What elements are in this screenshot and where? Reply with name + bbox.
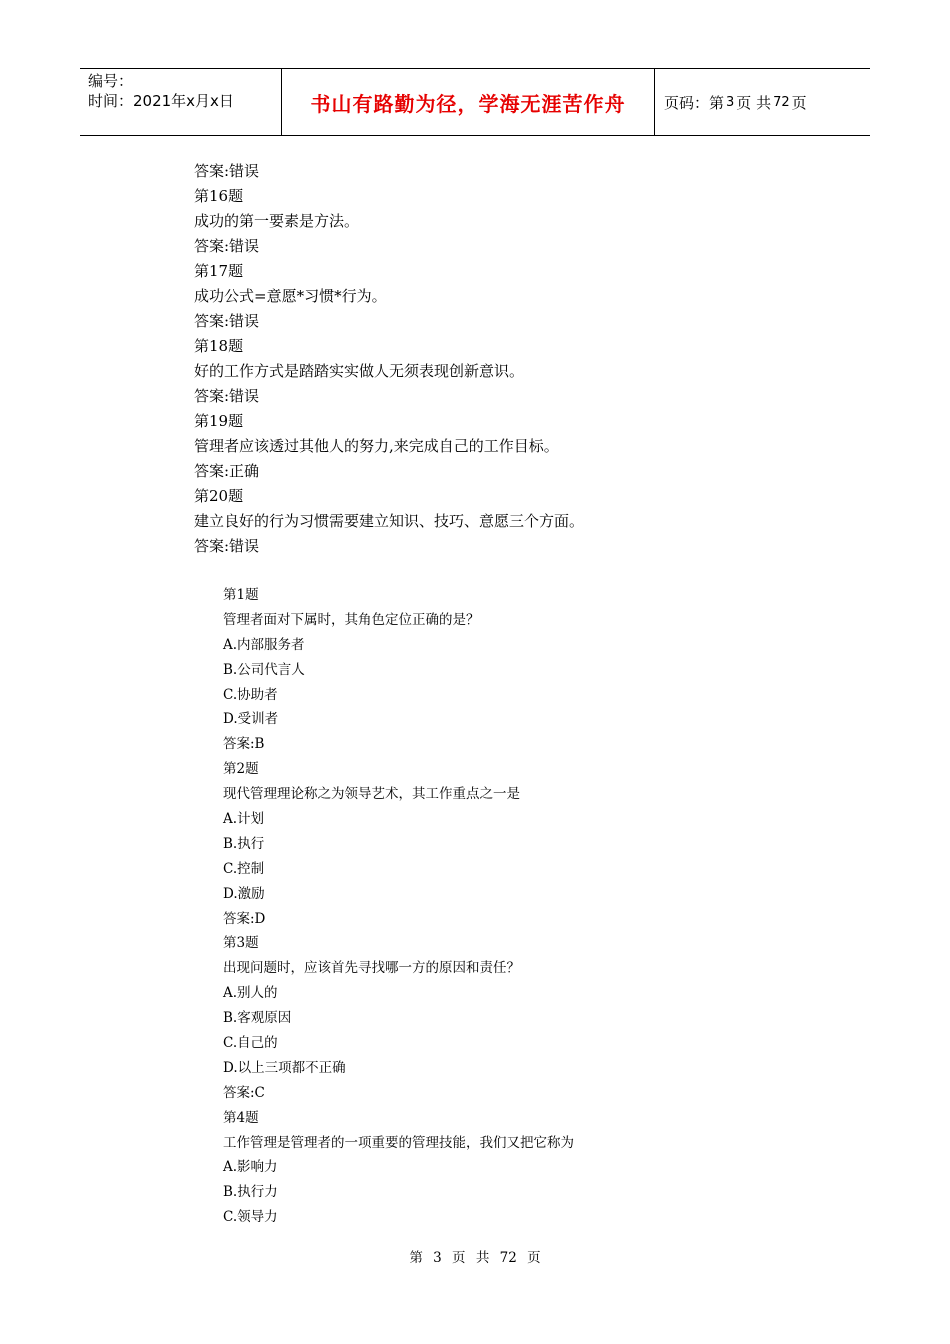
- footer-page-total: 72: [499, 1250, 517, 1266]
- header-motto-cell: [282, 69, 655, 135]
- true-false-section: [194, 159, 834, 559]
- text-line: A.计划: [223, 811, 265, 828]
- multiple-choice-section: [223, 583, 843, 1230]
- text-line: 第16题: [194, 187, 244, 205]
- text-line: B.客观原因: [223, 1010, 292, 1027]
- page-suffix: 页: [791, 93, 807, 112]
- text-line: 答案:错误: [194, 312, 260, 330]
- text-line: 第3题: [223, 935, 259, 952]
- text-line: C.自己的: [223, 1035, 278, 1052]
- text-line: 答案:错误: [194, 162, 260, 180]
- page-footer: [0, 1246, 950, 1266]
- page-mid: 页 共: [736, 93, 772, 112]
- text-line: 第2题: [223, 761, 259, 778]
- text-line: C.领导力: [223, 1209, 278, 1226]
- page-prefix: 页码：第: [664, 93, 725, 112]
- text-line: 现代管理理论称之为领导艺术，其工作重点之一是: [223, 786, 520, 803]
- text-line: 管理者面对下属时，其角色定位正确的是？: [223, 611, 480, 628]
- text-line: 答案:C: [223, 1084, 265, 1101]
- header-meta: [80, 69, 282, 135]
- motto: 书山有路勤为径，学海无涯苦作舟: [310, 91, 626, 116]
- header-page-info: [655, 69, 870, 135]
- number-label: 编号：: [88, 72, 134, 90]
- text-line: B.执行: [223, 835, 265, 852]
- text-line: 答案:错误: [194, 237, 260, 255]
- text-line: D.以上三项都不正确: [223, 1059, 346, 1076]
- text-line: 成功的第一要素是方法。: [194, 212, 360, 230]
- text-line: C.协助者: [223, 686, 278, 703]
- text-line: 第17题: [194, 262, 244, 280]
- text-line: 第4题: [223, 1109, 259, 1126]
- text-line: B.公司代言人: [223, 661, 305, 678]
- text-line: 答案:D: [223, 910, 266, 927]
- text-line: 第1题: [223, 587, 259, 603]
- text-line: B.执行力: [223, 1184, 278, 1201]
- text-line: 成功公式=意愿*习惯*行为。: [194, 287, 387, 305]
- text-line: 答案:错误: [194, 387, 260, 405]
- text-line: 第20题: [194, 487, 244, 505]
- text-line: A.影响力: [223, 1159, 278, 1176]
- text-line: 管理者应该透过其他人的努力,来完成自己的工作目标。: [194, 437, 559, 455]
- text-line: 第19题: [194, 412, 244, 430]
- text-line: 第18题: [194, 337, 244, 355]
- footer-page-number: 3: [433, 1250, 442, 1266]
- footer-word-3: 共: [475, 1250, 490, 1266]
- page-number: 3: [726, 94, 735, 110]
- time-label: 时间：2021年x月x日: [88, 92, 234, 110]
- text-line: 建立良好的行为习惯需要建立知识、技巧、意愿三个方面。: [194, 512, 585, 530]
- footer-word-2: 页: [452, 1250, 466, 1266]
- text-line: 答案:错误: [194, 537, 260, 555]
- page-header: [80, 68, 870, 136]
- footer-word-1: 第: [409, 1250, 423, 1266]
- text-line: D.激励: [223, 885, 265, 902]
- text-line: A.别人的: [223, 985, 278, 1002]
- text-line: A.内部服务者: [223, 636, 305, 653]
- text-line: 答案:正确: [194, 462, 260, 480]
- text-line: 答案:B: [223, 736, 265, 753]
- footer-word-4: 页: [527, 1250, 541, 1266]
- text-line: D.受训者: [223, 711, 279, 728]
- text-line: 出现问题时，应该首先寻找哪一方的原因和责任？: [223, 960, 520, 977]
- text-line: 好的工作方式是踏踏实实做人无须表现创新意识。: [194, 362, 525, 380]
- page-total: 72: [773, 94, 790, 110]
- text-line: C.控制: [223, 860, 265, 877]
- text-line: 工作管理是管理者的一项重要的管理技能，我们又把它称为: [223, 1134, 574, 1151]
